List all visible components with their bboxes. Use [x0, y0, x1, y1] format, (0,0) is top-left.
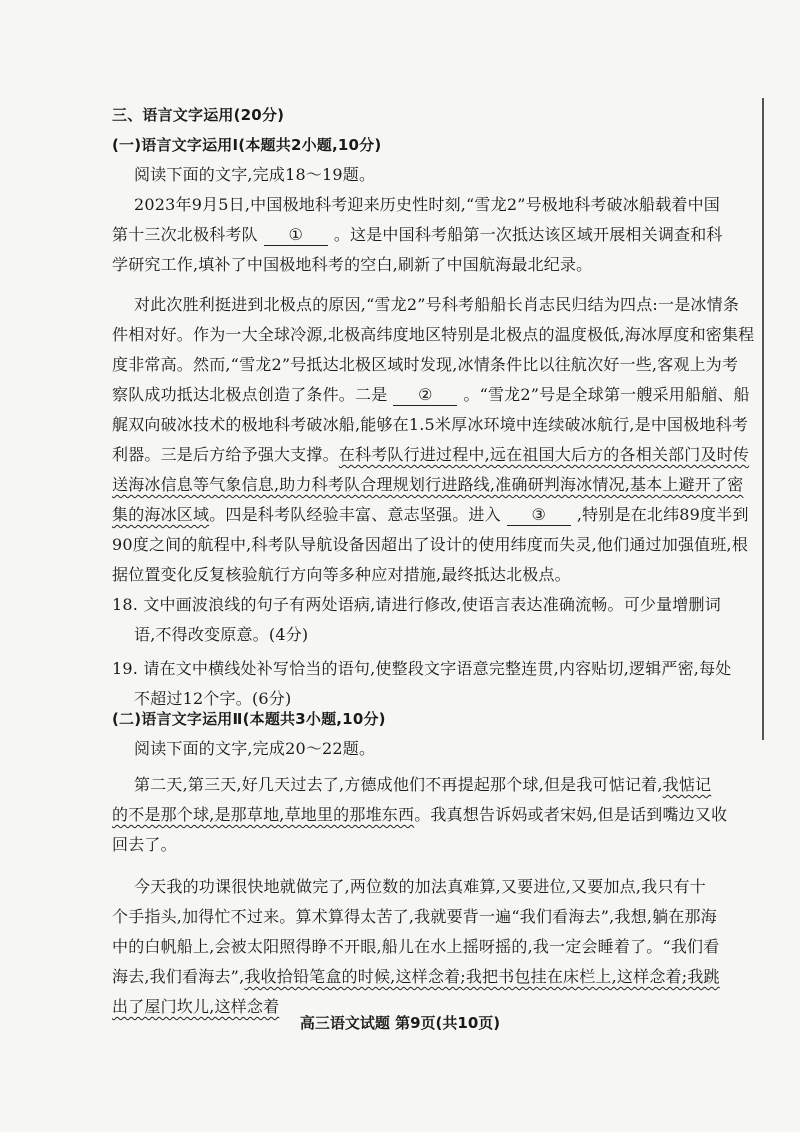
page-footer: 高三语文试题 第9页(共10页) [299, 1014, 501, 1032]
text-line: 据位置变化反复核验航行方向等多种应对措施,最终抵达北极点。 [112, 565, 571, 584]
question-19-line: 不超过12个字。(6分) [134, 689, 292, 708]
text-line: 艉双向破冰技术的极地科考破冰船,能够在1.5米厚冰环境中连续破冰航行,是中国极地科考 [112, 415, 749, 434]
text-span: 第十三次北极科考队 [112, 225, 258, 244]
wavy-underlined-sentence: 集的海冰区域 [112, 505, 210, 524]
question-18-line: 18. 文中画波浪线的句子有两处语病,请进行修改,使语言表达准确流畅。可少量增删词 [112, 595, 721, 614]
text-line [112, 800, 752, 830]
part1-paragraph-2 [112, 290, 755, 590]
question-18-line: 语,不得改变原意。(4分) [134, 625, 309, 644]
text-span: 。这是中国科考船第一次抵达该区域开展相关调查和科 [333, 225, 723, 244]
question-19-line: 19. 请在文中横线处补写恰当的语句,使整段文字语意完整连贯,内容贴切,逻辑严密,每处 [112, 659, 732, 678]
blank-2[interactable]: ② [393, 385, 457, 406]
text-line: 中的白帆船上,会被太阳照得睁不开眼,船儿在水上摇呀摇的,我一定会睡着了。“我们看 [112, 937, 720, 956]
text-line [112, 770, 752, 800]
part2-paragraph-2 [112, 872, 752, 1022]
section-title: 三、语言文字运用(20分) [112, 106, 285, 124]
text-span: 。四是科考队经验丰富、意志坚强。进入 [209, 505, 501, 524]
question-18 [112, 590, 752, 650]
section-title-block [112, 100, 752, 130]
wavy-underlined-sentence: 出了屋门坎儿,这样念着 [112, 997, 280, 1016]
text-span: ,特别是在北纬89度半到 [576, 505, 749, 524]
right-margin-rule [762, 98, 764, 740]
part2-heading: (二)语言文字运用Ⅱ(本题共3小题,10分) [112, 710, 386, 728]
text-line: 2023年9月5日,中国极地科考迎来历史性时刻,“雪龙2”号极地科考破冰船载着中国 [134, 195, 720, 214]
part1-heading: (一)语言文字运用Ⅰ(本题共2小题,10分) [112, 136, 382, 154]
text-span: 利器。三是后方给予强大支撑。 [112, 445, 339, 464]
text-line [112, 440, 752, 470]
text-line: 个手指头,加得忙不过来。算术算得太苦了,我就要背一遍“我们看海去”,我想,躺在那海 [112, 907, 717, 926]
wavy-underlined-sentence: 我收拾铅笔盒的时候,这样念着;我把书包挂在床栏上,这样念着;我跳 [244, 967, 720, 986]
text-line: 今天我的功课很快地就做完了,两位数的加法真难算,又要进位,又要加点,我只有十 [134, 877, 706, 896]
text-line [112, 220, 752, 250]
text-line: 件相对好。作为一大全球冷源,北极高纬度地区特别是北极点的温度极低,海冰厚度和密集程 [112, 325, 755, 344]
part2-paragraph-1 [112, 770, 752, 860]
text-span: 第二天,第三天,好几天过去了,方德成他们不再提起那个球,但是我可惦记着, [134, 775, 663, 794]
text-span: 。我真想告诉妈或者宋妈,但是话到嘴边又收 [414, 805, 728, 824]
text-line [112, 500, 752, 530]
text-line [112, 962, 752, 992]
blank-3[interactable]: ③ [507, 505, 571, 526]
text-span: 海去,我们看海去”, [112, 967, 245, 986]
text-line [112, 470, 752, 500]
part2 [112, 704, 752, 1022]
blank-1[interactable]: ① [264, 225, 328, 246]
part1-paragraph-1 [112, 190, 752, 280]
wavy-underlined-sentence: 在科考队行进过程中,远在祖国大后方的各相关部门及时传 [338, 445, 750, 464]
text-line: 学研究工作,填补了中国极地科考的空白,刷新了中国航海最北纪录。 [112, 255, 593, 274]
wavy-underlined-sentence: 我惦记 [662, 775, 712, 794]
text-line: 对此次胜利挺进到北极点的原因,“雪龙2”号科考船船长肖志民归结为四点:一是冰情条 [134, 295, 740, 314]
text-line: 度非常高。然而,“雪龙2”号抵达北极区域时发现,冰情条件比以往航次好一些,客观上为考 [112, 355, 739, 374]
text-span: 察队成功抵达北极点创造了条件。二是 [112, 385, 388, 404]
part1 [112, 130, 755, 714]
text-line: 回去了。 [112, 835, 177, 854]
text-line [112, 380, 752, 410]
text-span: 。“雪龙2”号是全球第一艘采用船艏、船 [463, 385, 750, 404]
part2-instruction: 阅读下面的文字,完成20～22题。 [134, 739, 376, 758]
wavy-underlined-sentence: 送海冰信息等气象信息,助力科考队合理规划行进路线,准确研判海冰情况,基本上避开了密 [112, 475, 744, 494]
part1-instruction: 阅读下面的文字,完成18～19题。 [134, 165, 376, 184]
text-line: 90度之间的航程中,科考队导航设备因超出了设计的使用纬度而失灵,他们通过加强值班,根 [112, 535, 749, 554]
wavy-underlined-sentence: 的不是那个球,是那草地,草地里的那堆东西 [112, 805, 415, 824]
